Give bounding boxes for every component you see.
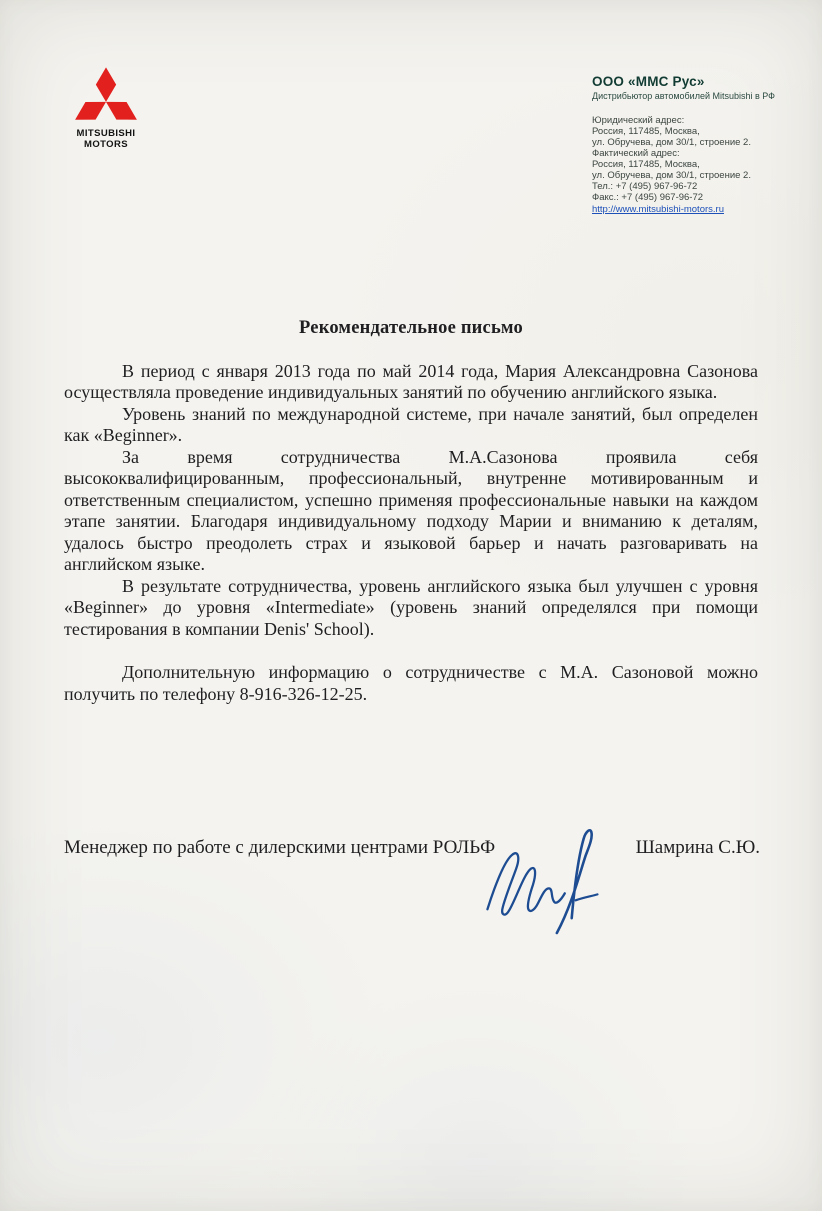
letter-body bbox=[64, 318, 758, 705]
address-line: ул. Обручева, дом 30/1, строение 2. bbox=[592, 137, 751, 148]
address-line: Юридический адрес: bbox=[592, 115, 685, 126]
logo-brand-text: MITSUBISHI bbox=[76, 128, 136, 139]
logo-motors-text: MOTORS bbox=[84, 139, 128, 150]
address-line: Фактический адрес: bbox=[592, 148, 680, 159]
letter-paragraph: Уровень знаний по международной системе, при начале занятий, был определен как «Beginner». bbox=[64, 403, 758, 445]
company-website-link: http://www.mitsubishi-motors.ru bbox=[592, 204, 724, 215]
company-tagline: Дистрибьютор автомобилей Mitsubishi в РФ bbox=[592, 91, 776, 101]
signer-name: Шамрина С.Ю. bbox=[635, 837, 760, 858]
letter-paragraph: В период с января 2013 года по май 2014 года, Мария Александровна Сазонова осуществляла проведение индивидуальных занятий по обучению английского языка. bbox=[64, 360, 758, 402]
letter-paragraph: В результате сотрудничества, уровень английского языка был улучшен с уровня «Beginner» до уровня «Intermediate» (уровень знаний определялся при помощи тестирования в компании Denis' School). bbox=[64, 575, 758, 639]
address-line: Россия, 117485, Москва, bbox=[592, 159, 700, 170]
company-info-block bbox=[592, 74, 814, 215]
address-line: ул. Обручева, дом 30/1, строение 2. bbox=[592, 170, 751, 181]
letter-title: Рекомендательное письмо bbox=[299, 318, 523, 338]
mitsubishi-logo bbox=[73, 66, 139, 150]
handwritten-signature bbox=[478, 822, 600, 936]
signature-row bbox=[64, 836, 760, 859]
signer-position-title: Менеджер по работе с дилерскими центрами РОЛЬФ bbox=[64, 837, 496, 858]
mitsubishi-diamonds-icon bbox=[74, 66, 138, 123]
company-name: ООО «ММС Рус» bbox=[592, 74, 705, 89]
letter-paragraph: Дополнительную информацию о сотрудничестве с М.А. Сазоновой можно получить по телефону 8-916-326-12-25. bbox=[64, 662, 758, 704]
address-line: Россия, 117485, Москва, bbox=[592, 126, 700, 137]
address-line: Факс.: +7 (495) 967-96-72 bbox=[592, 192, 704, 203]
address-line: Тел.: +7 (495) 967-96-72 bbox=[592, 181, 698, 192]
letter-paragraph: За время сотрудничества М.А.Сазонова проявила себя высококвалифицированным, профессиональный, внутренне мотивированным и ответственным специалистом, успешно применяя профессиональные навыки на каждом этапе занятии. Благодаря индивидуальному подходу Марии и вниманию к деталям, удалось быстро преодолеть страх и языковой барьер и начать разговаривать на английском языке. bbox=[64, 446, 758, 574]
company-address-block bbox=[592, 115, 814, 203]
